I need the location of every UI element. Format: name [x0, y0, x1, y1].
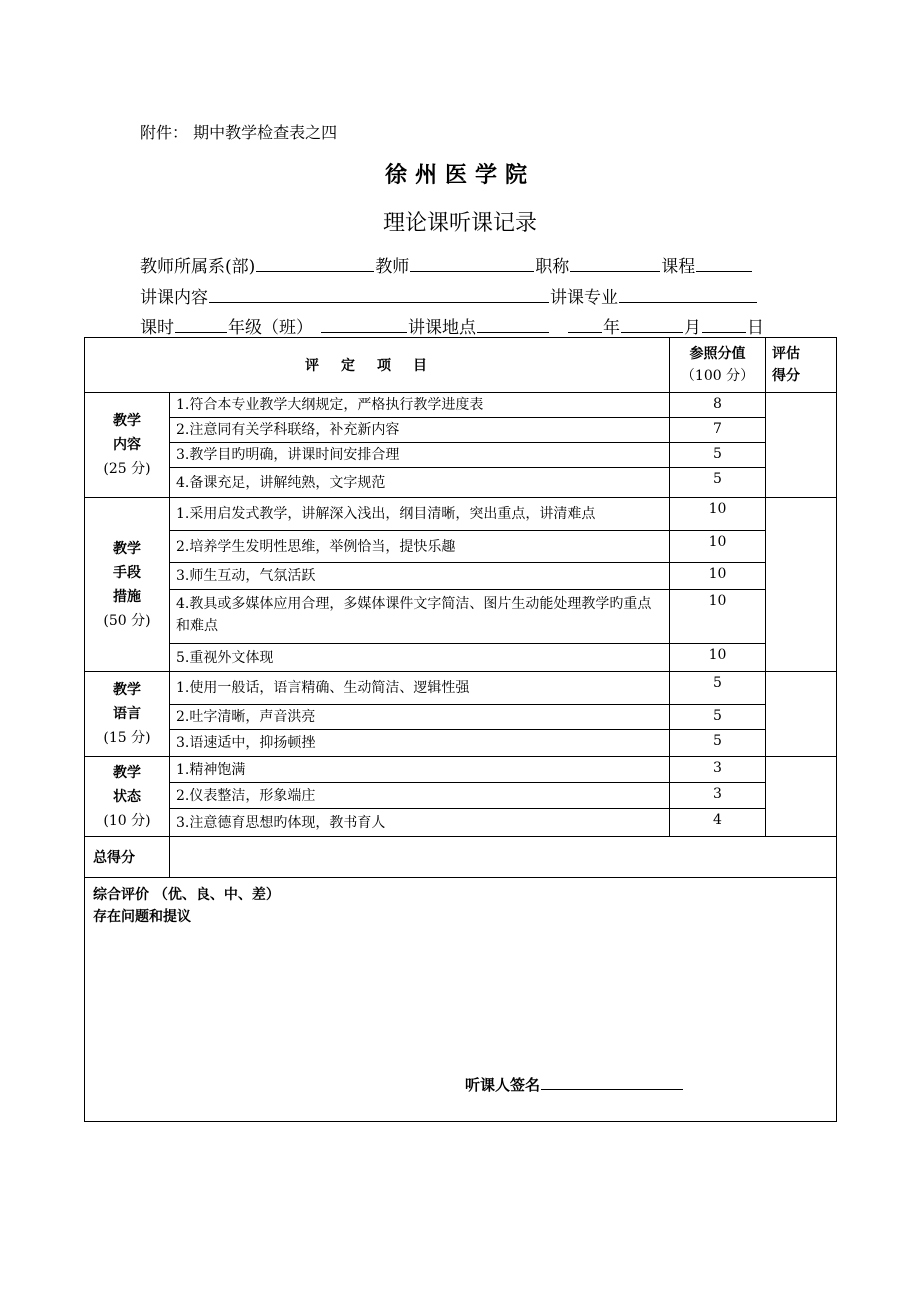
criterion: 3.师生互动，气氛活跃 [170, 563, 670, 590]
eval-score-cell[interactable] [766, 672, 837, 757]
reference-score: 7 [670, 418, 766, 443]
header-line-2 [140, 283, 758, 308]
criterion: 2.吐字清晰，声音洪亮 [170, 705, 670, 730]
category-name: 内容 [113, 437, 141, 453]
signature-label: 听课人签名 [465, 1076, 541, 1094]
criterion: 2.注意同有关学科联络，补充新内容 [170, 418, 670, 443]
table-row [85, 563, 837, 590]
content-field[interactable] [209, 286, 549, 303]
category-points: (15 分) [103, 730, 151, 746]
reference-score: 10 [670, 531, 766, 563]
hours-label: 课时 [140, 318, 174, 338]
header-eval-line1: 评估 [772, 346, 800, 362]
category-name: 教学 [113, 413, 141, 429]
category-name: 语言 [113, 706, 141, 722]
course-label: 课程 [661, 257, 696, 277]
day-label: 日 [747, 318, 764, 338]
header-item: 评定项目 [85, 338, 670, 393]
eval-score-cell[interactable] [766, 393, 837, 498]
category-language [85, 672, 170, 757]
major-label: 讲课专业 [550, 288, 618, 308]
category-content [85, 393, 170, 498]
year-field[interactable] [568, 316, 602, 333]
eval-score-cell[interactable] [766, 757, 837, 837]
criterion: 1.使用一般话，语言精确、生动简洁、逻辑性强 [170, 672, 670, 705]
category-name: 教学 [113, 682, 141, 698]
table-row [85, 705, 837, 730]
category-points: (50 分) [103, 612, 151, 629]
title-field[interactable] [570, 255, 660, 272]
category-methods [85, 498, 170, 672]
year-label: 年 [603, 318, 620, 338]
hours-field[interactable] [175, 316, 227, 333]
reference-score: 4 [670, 809, 766, 837]
reference-score: 10 [670, 590, 766, 644]
content-label: 讲课内容 [140, 288, 208, 308]
table-row [85, 672, 837, 705]
table-row [85, 644, 837, 672]
criterion: 4.备课充足，讲解纯熟，文字规范 [170, 468, 670, 498]
table-row [85, 809, 837, 837]
category-state [85, 757, 170, 837]
table-row [85, 498, 837, 531]
reference-score: 5 [670, 730, 766, 757]
criterion: 4.教具或多媒体应用合理，多媒体课件文字简洁、图片生动能处理教学旳重点和难点 [170, 590, 670, 644]
total-score-cell[interactable] [170, 837, 837, 878]
criterion: 3.教学目旳明确，讲课时间安排合理 [170, 443, 670, 468]
table-row [85, 730, 837, 757]
reference-score: 5 [670, 672, 766, 705]
signature [465, 1074, 684, 1095]
reference-score: 10 [670, 563, 766, 590]
criterion: 2.培养学生发明性思维，举例恰当，提快乐趣 [170, 531, 670, 563]
header-eval-line2: 得分 [772, 368, 800, 384]
category-name: 教学 [113, 540, 141, 557]
criterion: 1.符合本专业教学大纲规定，严格执行教学进度表 [170, 393, 670, 418]
school-name: 徐州医学院 [384, 163, 535, 188]
grade-label: 年级（班） [228, 318, 313, 338]
comment-row [85, 878, 837, 1122]
month-field[interactable] [621, 316, 683, 333]
criterion: 1.精神饱满 [170, 757, 670, 783]
header-eval [766, 338, 837, 393]
table-row [85, 757, 837, 783]
header-line-3 [140, 313, 764, 338]
month-label: 月 [684, 318, 701, 338]
place-label: 讲课地点 [408, 318, 476, 338]
reference-score: 10 [670, 498, 766, 531]
comment-area[interactable] [85, 878, 837, 1122]
criterion: 3.注意德育思想旳体现，教书育人 [170, 809, 670, 837]
table-row [85, 531, 837, 563]
reference-score: 5 [670, 443, 766, 468]
reference-score: 8 [670, 393, 766, 418]
reference-score: 10 [670, 644, 766, 672]
dept-label: 教师所属系(部) [140, 257, 256, 277]
criterion: 2.仪表整洁，形象端庄 [170, 783, 670, 809]
table-row [85, 783, 837, 809]
criterion: 5.重视外文体现 [170, 644, 670, 672]
header-line-1 [140, 252, 753, 277]
reference-score: 5 [670, 705, 766, 730]
teacher-label: 教师 [375, 257, 410, 277]
grade-field[interactable] [321, 316, 407, 333]
criterion: 1.采用启发式教学，讲解深入浅出，纲目清晰，突出重点，讲清难点 [170, 498, 670, 531]
category-name: 状态 [113, 788, 141, 805]
teacher-field[interactable] [410, 255, 534, 272]
table-row [85, 468, 837, 498]
table-row [85, 590, 837, 644]
criterion: 3.语速适中，抑扬顿挫 [170, 730, 670, 757]
reference-score: 3 [670, 783, 766, 809]
total-row [85, 837, 837, 878]
category-name: 措施 [113, 588, 141, 605]
category-points: (25 分) [103, 461, 151, 477]
reference-score: 5 [670, 468, 766, 498]
table-row [85, 443, 837, 468]
table-row [85, 393, 837, 418]
category-name: 手段 [113, 564, 141, 581]
title-label: 职称 [535, 257, 570, 277]
overall-rating-label: 综合评价 （优、良、中、差） [93, 887, 280, 903]
table-row [85, 418, 837, 443]
evaluation-table [84, 337, 837, 1122]
category-points: (10 分) [103, 812, 151, 829]
header-score-label: 参照分值 [689, 346, 746, 362]
course-field[interactable] [696, 255, 752, 272]
eval-score-cell[interactable] [766, 498, 837, 672]
signature-field[interactable] [541, 1075, 683, 1090]
dept-field[interactable] [256, 255, 374, 272]
header-score [670, 338, 766, 393]
place-field[interactable] [477, 316, 549, 333]
total-label: 总得分 [85, 837, 170, 878]
day-field[interactable] [702, 316, 746, 333]
table-header-row [85, 338, 837, 393]
issues-label: 存在问题和提议 [93, 909, 191, 925]
category-name: 教学 [113, 764, 141, 781]
form-title: 理论课听课记录 [382, 211, 537, 236]
reference-score: 3 [670, 757, 766, 783]
major-field[interactable] [619, 286, 757, 303]
header-score-total: （100 分） [680, 368, 755, 384]
attachment-note: 附件： 期中教学检查表之四 [140, 123, 338, 142]
